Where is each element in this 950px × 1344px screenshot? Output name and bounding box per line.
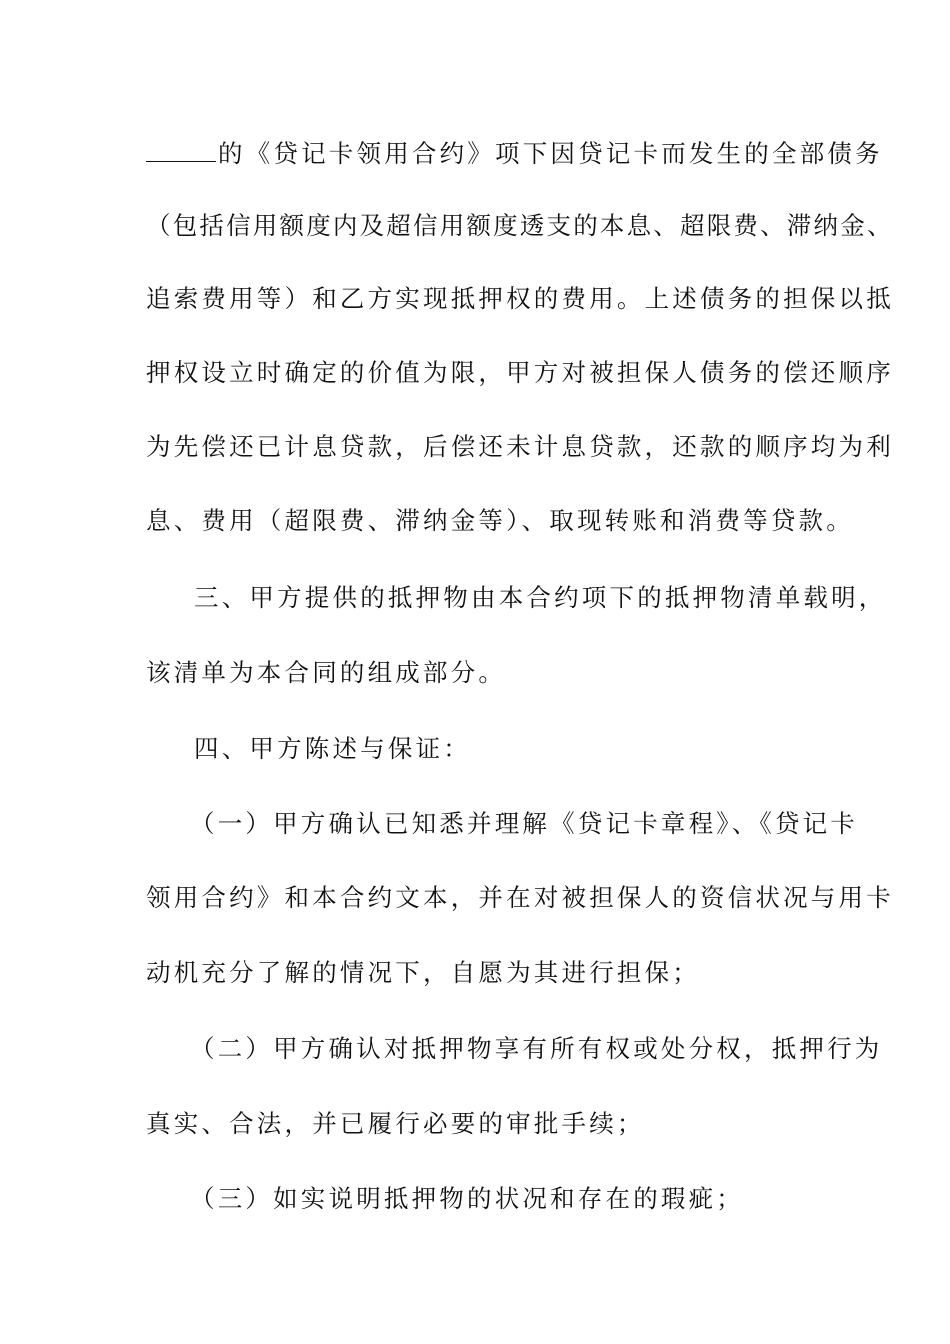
text-line-1 (146, 139, 883, 169)
text-line-1-content: 的《贷记卡领用合约》项下因贷记卡而发生的全部债务 (218, 139, 883, 168)
section-4-heading: 四、甲方陈述与保证： (194, 734, 471, 763)
clause-3-line-1: （三）如实说明抵押物的状况和存在的瑕疵； (190, 1184, 744, 1213)
text-line-2: （包括信用额度内及超信用额度透支的本息、超限费、滞纳金、 (146, 211, 894, 240)
section-3-line-1: 三、甲方提供的抵押物由本合约项下的抵押物清单载明， (194, 583, 887, 612)
clause-2-line-2: 真实、合法，并已履行必要的审批手续； (146, 1109, 645, 1138)
text-line-3: 追索费用等）和乙方实现抵押权的费用。上述债务的担保以抵 (146, 284, 894, 313)
text-line-4: 押权设立时确定的价值为限，甲方对被担保人债务的偿还顺序 (146, 358, 894, 387)
section-3-line-2: 该清单为本合同的组成部分。 (146, 658, 507, 687)
fill-in-blank (146, 139, 216, 162)
clause-1-line-2: 领用合约》和本合约文本，并在对被担保人的资信状况与用卡 (146, 883, 894, 912)
text-line-5: 为先偿还已计息贷款，后偿还未计息贷款，还款的顺序均为利 (146, 432, 894, 461)
text-line-6: 息、费用（超限费、滞纳金等）、取现转账和消费等贷款。 (146, 506, 854, 535)
clause-1-line-1: （一）甲方确认已知悉并理解《贷记卡章程》、《贷记卡 (190, 809, 858, 838)
clause-2-line-1: （二）甲方确认对抵押物享有所有权或处分权，抵押行为 (190, 1034, 883, 1063)
clause-1-line-3: 动机充分了解的情况下，自愿为其进行担保； (146, 958, 700, 987)
